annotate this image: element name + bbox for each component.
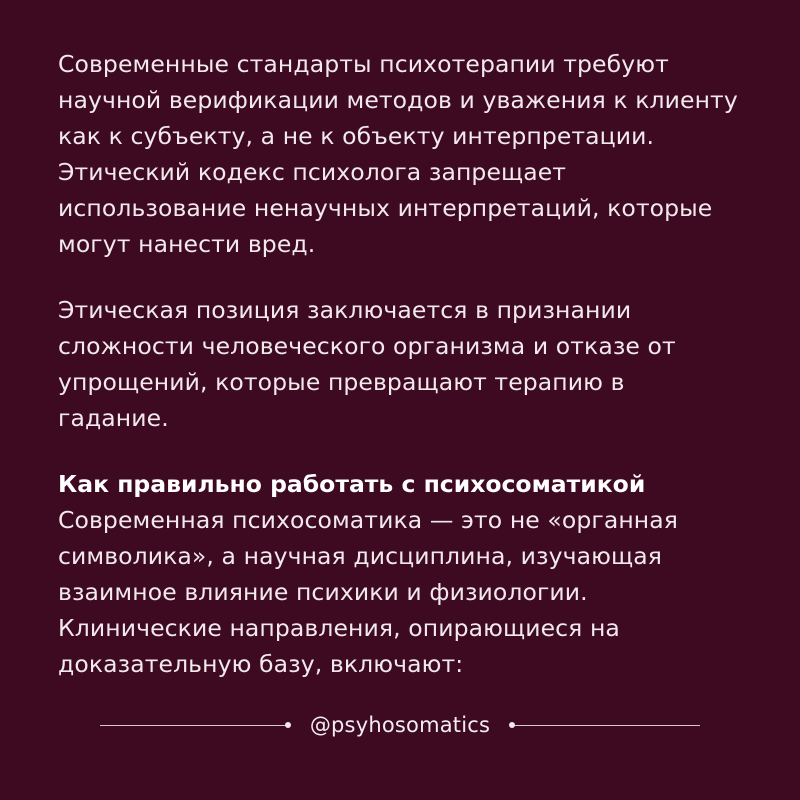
footer xyxy=(0,712,800,738)
dot-right-icon xyxy=(509,722,515,728)
section-heading: Как правильно работать с психосоматикой xyxy=(58,470,646,498)
divider-left xyxy=(100,725,290,726)
account-handle: @psyhosomatics xyxy=(309,713,491,737)
divider-right xyxy=(510,725,700,726)
dot-left-icon xyxy=(285,722,291,728)
paragraph-1: Современные стандарты психотерапии требуют научной верификации методов и уважения к клиенту как к субъекту, а не к объекту интерпретации. Этический кодекс психолога запрещает использование ненаучных интерпретаций, которые могут нанести вред. xyxy=(58,50,738,258)
section-body: Современная психосоматика — это не «органная символика», а научная дисциплина, изучающая взаимное влияние психики и физиологии. Клинические направления, опирающиеся на доказательную базу, включают: xyxy=(58,506,679,678)
section-block xyxy=(58,466,742,682)
paragraph-2: Этическая позиция заключается в признании сложности человеческого организма и отказе от упрощений, которые превращают терапию в гадание. xyxy=(58,296,676,432)
